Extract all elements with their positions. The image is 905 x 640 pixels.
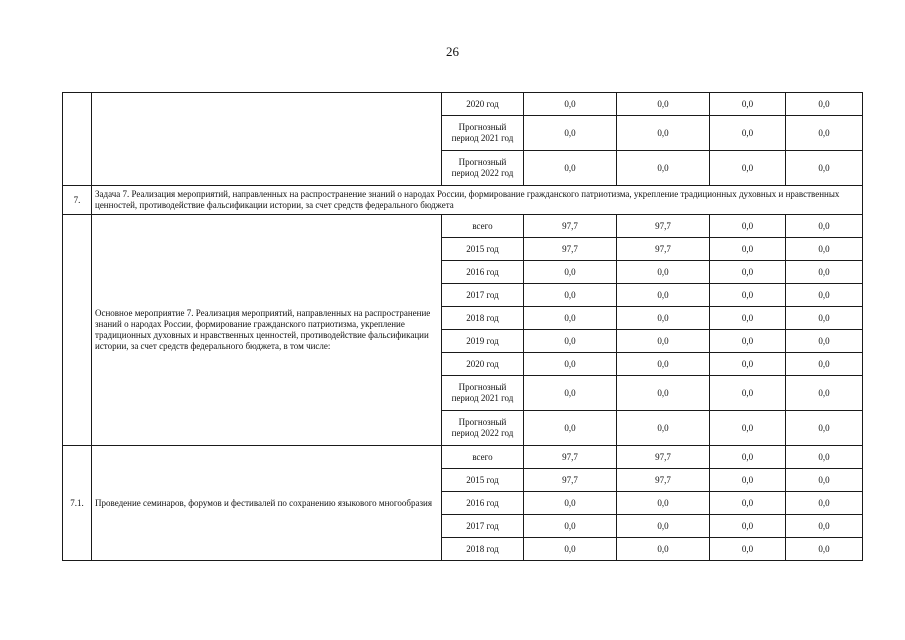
year-cell: всего [442,215,524,238]
item-description: Проведение семинаров, форумов и фестивалей по сохранению языкового многообразия [92,446,442,561]
value-cell: 97,7 [617,446,710,469]
value-cell: 0,0 [710,116,786,151]
value-cell: 0,0 [617,515,710,538]
value-cell: 0,0 [617,284,710,307]
table-body [63,93,863,561]
value-cell: 0,0 [786,151,863,186]
value-cell: 0,0 [524,307,617,330]
value-cell: 0,0 [617,492,710,515]
task-row [63,186,863,215]
value-cell: 0,0 [524,538,617,561]
value-cell: 0,0 [617,376,710,411]
value-cell: 0,0 [710,469,786,492]
year-cell: 2016 год [442,492,524,515]
value-cell: 97,7 [524,469,617,492]
year-cell: 2015 год [442,469,524,492]
value-cell: 0,0 [710,261,786,284]
year-cell: Прогнозный период 2021 год [442,376,524,411]
year-cell: Прогнозный период 2021 год [442,116,524,151]
value-cell: 0,0 [524,93,617,116]
value-cell: 0,0 [786,93,863,116]
value-cell: 0,0 [710,330,786,353]
value-cell: 0,0 [524,151,617,186]
value-cell: 97,7 [524,446,617,469]
year-cell: Прогнозный период 2022 год [442,411,524,446]
value-cell: 0,0 [710,238,786,261]
value-cell: 0,0 [617,307,710,330]
task-description: Задача 7. Реализация мероприятий, направленных на распространение знаний о народах России, формирование гражданского патриотизма, укрепление традиционных духовных и нравственных ценностей, противодействие фальсификации истории, за счет средств федерального бюджета [92,186,863,215]
year-cell: 2016 год [442,261,524,284]
value-cell: 0,0 [710,538,786,561]
value-cell: 0,0 [786,492,863,515]
value-cell: 0,0 [524,492,617,515]
value-cell: 0,0 [710,411,786,446]
value-cell: 0,0 [710,307,786,330]
year-cell: Прогнозный период 2022 год [442,151,524,186]
value-cell: 0,0 [524,376,617,411]
value-cell: 0,0 [786,411,863,446]
year-cell: 2019 год [442,330,524,353]
table-row [63,446,863,469]
value-cell: 0,0 [710,376,786,411]
year-cell: 2020 год [442,353,524,376]
year-cell: 2020 год [442,93,524,116]
value-cell: 0,0 [710,93,786,116]
value-cell: 0,0 [617,116,710,151]
value-cell: 0,0 [524,515,617,538]
value-cell: 0,0 [786,284,863,307]
value-cell: 0,0 [786,307,863,330]
value-cell: 0,0 [710,284,786,307]
table-row [63,93,863,116]
value-cell: 0,0 [524,353,617,376]
item-number: 7.1. [63,446,92,561]
value-cell: 0,0 [786,353,863,376]
value-cell: 0,0 [617,151,710,186]
year-cell: 2018 год [442,307,524,330]
value-cell: 97,7 [617,215,710,238]
value-cell: 0,0 [524,411,617,446]
value-cell: 0,0 [617,261,710,284]
value-cell: 0,0 [617,353,710,376]
description-cell [92,93,442,186]
value-cell: 0,0 [524,116,617,151]
row-number-cell [63,215,92,446]
activity-description: Основное мероприятие 7. Реализация мероприятий, направленных на распространение знаний о народах России, формирование гражданского патриотизма, укрепление традиционных духовных и нравственных ценностей, противодействие фальсификации истории, за счет средств федерального бюджета, в том числе: [92,215,442,446]
value-cell: 97,7 [524,238,617,261]
page-number: 26 [446,44,459,59]
budget-table [62,92,863,561]
value-cell: 0,0 [524,261,617,284]
value-cell: 0,0 [710,215,786,238]
value-cell: 0,0 [786,116,863,151]
value-cell: 97,7 [617,469,710,492]
value-cell: 0,0 [786,215,863,238]
task-number: 7. [63,186,92,215]
value-cell: 0,0 [786,330,863,353]
table-row [63,215,863,238]
value-cell: 0,0 [617,411,710,446]
row-number-cell [63,93,92,186]
year-cell: 2018 год [442,538,524,561]
value-cell: 0,0 [786,376,863,411]
year-cell: 2015 год [442,238,524,261]
value-cell: 0,0 [786,238,863,261]
value-cell: 0,0 [710,353,786,376]
value-cell: 0,0 [524,284,617,307]
year-cell: всего [442,446,524,469]
value-cell: 0,0 [786,515,863,538]
value-cell: 0,0 [710,492,786,515]
value-cell: 0,0 [524,330,617,353]
year-cell: 2017 год [442,284,524,307]
value-cell: 0,0 [617,93,710,116]
value-cell: 0,0 [786,538,863,561]
value-cell: 0,0 [786,469,863,492]
value-cell: 0,0 [710,151,786,186]
value-cell: 0,0 [710,446,786,469]
value-cell: 0,0 [617,330,710,353]
value-cell: 0,0 [786,446,863,469]
year-cell: 2017 год [442,515,524,538]
value-cell: 97,7 [524,215,617,238]
value-cell: 0,0 [710,515,786,538]
value-cell: 97,7 [617,238,710,261]
value-cell: 0,0 [786,261,863,284]
value-cell: 0,0 [617,538,710,561]
